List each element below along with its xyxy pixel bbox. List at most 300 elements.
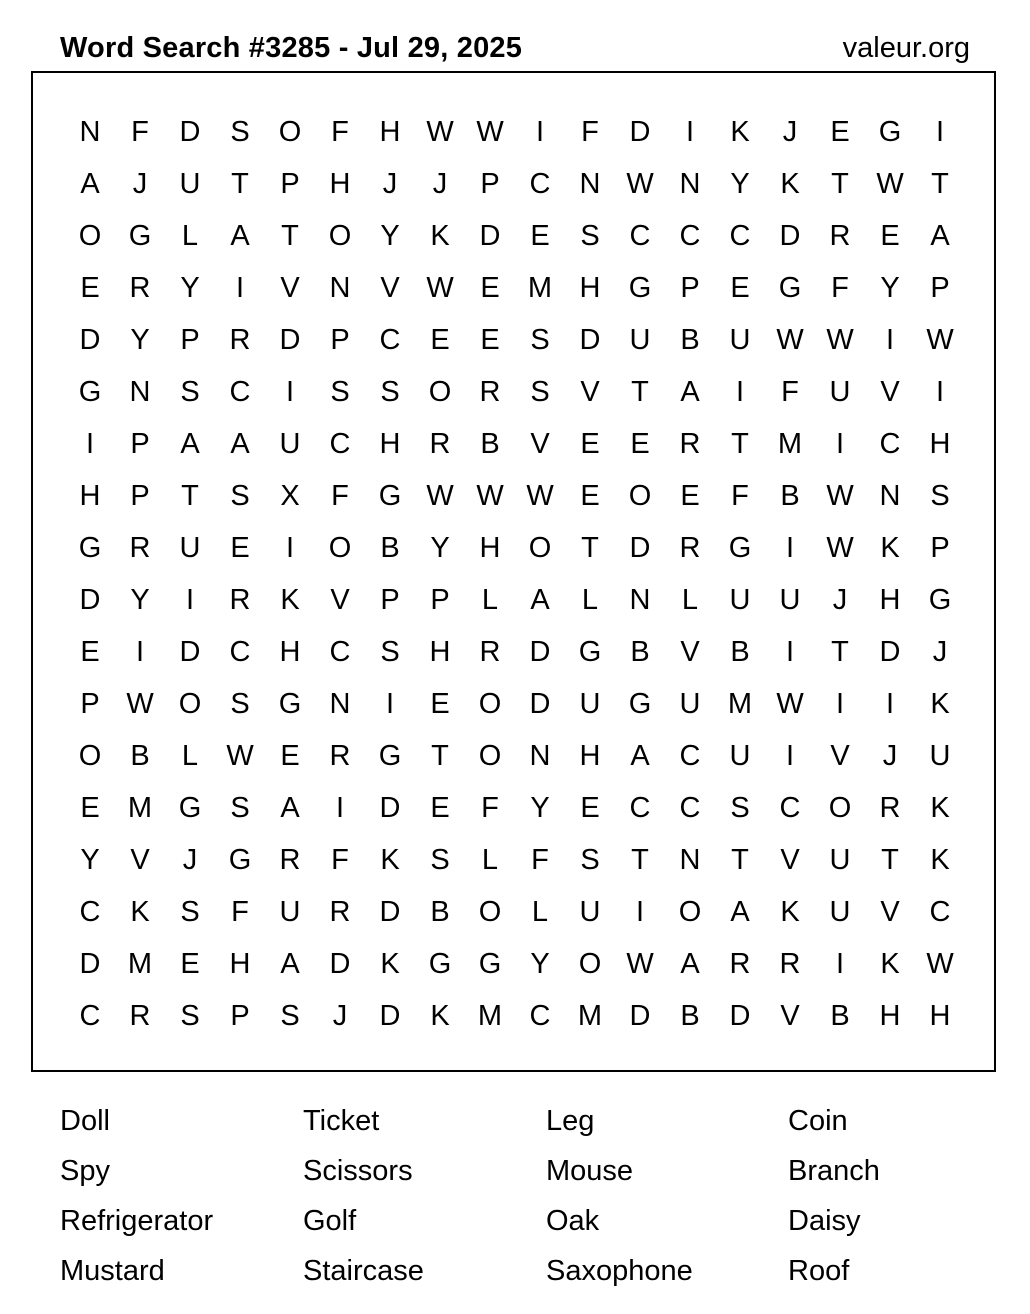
word-list-item: Leg	[546, 1105, 595, 1137]
grid-letter: E	[480, 324, 500, 356]
grid-letter: S	[180, 896, 200, 928]
grid-letter: B	[380, 532, 400, 564]
grid-letter: A	[280, 792, 300, 824]
grid-letter: J	[182, 844, 198, 876]
grid-letter: P	[930, 272, 950, 304]
grid-letter: O	[828, 792, 852, 824]
grid-letter: O	[428, 376, 452, 408]
grid-letter: V	[380, 272, 400, 304]
grid-letter: H	[879, 584, 901, 616]
grid-letter: E	[80, 792, 100, 824]
grid-letter: U	[629, 324, 651, 356]
grid-letter: H	[929, 1000, 951, 1032]
grid-letter: Y	[130, 584, 150, 616]
grid-letter: E	[230, 532, 250, 564]
grid-letter: C	[229, 376, 251, 408]
grid-letter: C	[629, 792, 651, 824]
grid-letter: N	[879, 480, 901, 512]
word-list-item: Branch	[788, 1155, 880, 1187]
grid-letter: O	[78, 220, 102, 252]
grid-letter: O	[78, 740, 102, 772]
grid-letter: W	[826, 480, 854, 512]
grid-letter: K	[430, 1000, 450, 1032]
grid-letter: S	[330, 376, 350, 408]
grid-letter: J	[332, 1000, 348, 1032]
word-list-item: Doll	[60, 1105, 110, 1137]
grid-letter: O	[478, 896, 502, 928]
grid-letter: J	[382, 168, 398, 200]
grid-letter: H	[329, 168, 351, 200]
grid-letter: R	[329, 740, 351, 772]
grid-letter: J	[132, 168, 148, 200]
grid-letter: U	[279, 896, 301, 928]
grid-letter: W	[776, 688, 804, 720]
grid-letter: G	[628, 272, 652, 304]
word-list-item: Spy	[60, 1155, 110, 1187]
grid-letter: H	[379, 116, 401, 148]
word-list-item: Ticket	[303, 1105, 380, 1137]
grid-letter: H	[479, 532, 501, 564]
grid-letter: S	[730, 792, 750, 824]
grid-letter: B	[130, 740, 150, 772]
grid-letter: I	[185, 584, 195, 616]
grid-letter: L	[531, 896, 549, 928]
grid-letter: V	[130, 844, 150, 876]
word-list-item: Roof	[788, 1255, 850, 1287]
grid-letter: W	[926, 948, 954, 980]
grid-letter: C	[329, 428, 351, 460]
grid-letter: F	[831, 272, 849, 304]
grid-letter: W	[226, 740, 254, 772]
word-list-item: Daisy	[788, 1205, 861, 1237]
grid-letter: O	[528, 532, 552, 564]
grid-letter: D	[729, 1000, 751, 1032]
grid-letter: C	[729, 220, 751, 252]
grid-letter: O	[178, 688, 202, 720]
grid-letter: K	[930, 844, 950, 876]
grid-letter: K	[780, 896, 800, 928]
grid-letter: T	[231, 168, 249, 200]
grid-letter: N	[579, 168, 601, 200]
grid-letter: E	[430, 688, 450, 720]
grid-letter: C	[379, 324, 401, 356]
grid-letter: O	[278, 116, 302, 148]
grid-letter: T	[731, 428, 749, 460]
grid-letter: R	[129, 272, 151, 304]
grid-letter: A	[180, 428, 200, 460]
grid-letter: T	[931, 168, 949, 200]
grid-letter: V	[880, 376, 900, 408]
grid-letter: P	[380, 584, 400, 616]
grid-letter: S	[230, 792, 250, 824]
grid-letter: M	[777, 428, 803, 460]
grid-letter: T	[181, 480, 199, 512]
grid-letter: W	[476, 480, 504, 512]
grid-letter: U	[179, 532, 201, 564]
grid-letter: T	[731, 844, 749, 876]
grid-letter: R	[829, 220, 851, 252]
grid-letter: R	[329, 896, 351, 928]
grid-letter: K	[280, 584, 300, 616]
grid-letter: B	[680, 324, 700, 356]
grid-letter: A	[730, 896, 750, 928]
grid-letter: I	[735, 376, 745, 408]
grid-letter: E	[80, 636, 100, 668]
grid-letter: D	[79, 584, 101, 616]
grid-letter: H	[79, 480, 101, 512]
grid-letter: B	[830, 1000, 850, 1032]
grid-letter: T	[831, 168, 849, 200]
grid-letter: C	[879, 428, 901, 460]
grid-letter: G	[78, 532, 102, 564]
grid-letter: Y	[180, 272, 200, 304]
grid-letter: I	[135, 636, 145, 668]
grid-letter: U	[729, 740, 751, 772]
grid-letter: P	[80, 688, 100, 720]
grid-letter: O	[328, 220, 352, 252]
grid-letter: U	[179, 168, 201, 200]
grid-letter: F	[331, 480, 349, 512]
word-list-item: Mouse	[546, 1155, 634, 1187]
grid-letter: D	[629, 1000, 651, 1032]
grid-letter: E	[180, 948, 200, 980]
grid-letter: V	[880, 896, 900, 928]
grid-letter: X	[280, 480, 300, 512]
grid-letter: R	[879, 792, 901, 824]
grid-letter: F	[781, 376, 799, 408]
grid-letter: C	[629, 220, 651, 252]
grid-letter: D	[379, 896, 401, 928]
grid-letter: E	[480, 272, 500, 304]
word-list-item: Golf	[303, 1205, 357, 1237]
word-list-item: Coin	[788, 1105, 848, 1137]
grid-letter: U	[279, 428, 301, 460]
grid-letter: R	[229, 324, 251, 356]
grid-letter: K	[130, 896, 150, 928]
site-name: valeur.org	[842, 31, 970, 64]
grid-letter: U	[829, 844, 851, 876]
grid-letter: A	[230, 220, 250, 252]
grid-letter: G	[878, 116, 902, 148]
grid-letter: N	[679, 168, 701, 200]
grid-letter: N	[629, 584, 651, 616]
grid-letter: C	[529, 168, 551, 200]
grid-letter: W	[126, 688, 154, 720]
grid-letter: D	[529, 636, 551, 668]
grid-letter: S	[230, 688, 250, 720]
grid-letter: S	[230, 480, 250, 512]
grid-letter: I	[385, 688, 395, 720]
grid-letter: D	[529, 688, 551, 720]
grid-letter: G	[928, 584, 952, 616]
grid-letter: U	[779, 584, 801, 616]
grid-letter: K	[730, 116, 750, 148]
grid-letter: D	[629, 116, 651, 148]
word-list	[60, 1096, 1020, 1306]
grid-letter: I	[835, 948, 845, 980]
word-list-item: Mustard	[60, 1255, 165, 1287]
grid-letter: A	[230, 428, 250, 460]
grid-letter: U	[929, 740, 951, 772]
grid-letter: G	[578, 636, 602, 668]
grid-letter: D	[779, 220, 801, 252]
puzzle-title: Word Search #3285 - Jul 29, 2025	[60, 31, 523, 64]
grid-letter: D	[879, 636, 901, 668]
grid-letter: C	[329, 636, 351, 668]
grid-letter: S	[180, 376, 200, 408]
grid-letter: K	[380, 948, 400, 980]
grid-letter: C	[679, 740, 701, 772]
grid-letter: B	[430, 896, 450, 928]
grid-letter: I	[835, 688, 845, 720]
grid-letter: W	[476, 116, 504, 148]
grid-letter: E	[730, 272, 750, 304]
grid-letter: F	[581, 116, 599, 148]
grid-letter: G	[428, 948, 452, 980]
grid-letter: C	[79, 1000, 101, 1032]
grid-letter: I	[885, 688, 895, 720]
grid-letter: R	[479, 376, 501, 408]
grid-letter: E	[580, 792, 600, 824]
grid-letter: H	[579, 272, 601, 304]
grid-letter: R	[779, 948, 801, 980]
grid-letter: E	[280, 740, 300, 772]
grid-letter: J	[782, 116, 798, 148]
grid-letter: C	[779, 792, 801, 824]
grid-letter: E	[630, 428, 650, 460]
grid-letter: K	[930, 688, 950, 720]
grid-letter: W	[426, 116, 454, 148]
grid-letter: G	[778, 272, 802, 304]
grid-letter: R	[129, 1000, 151, 1032]
grid-letter: U	[579, 688, 601, 720]
grid-letter: J	[832, 584, 848, 616]
grid-letter: V	[580, 376, 600, 408]
grid-letter: S	[380, 636, 400, 668]
grid-letter: O	[628, 480, 652, 512]
grid-letter: R	[429, 428, 451, 460]
grid-letter: S	[530, 376, 550, 408]
word-list-item: Scissors	[303, 1155, 413, 1187]
grid-letter: Y	[530, 792, 550, 824]
grid-letter: W	[626, 168, 654, 200]
grid-letter: V	[780, 844, 800, 876]
grid-letter: S	[580, 844, 600, 876]
grid-letter: S	[380, 376, 400, 408]
grid-letter: R	[679, 532, 701, 564]
grid-letter: D	[329, 948, 351, 980]
grid-letter: I	[885, 324, 895, 356]
grid-letter: T	[631, 376, 649, 408]
grid-letter: I	[785, 740, 795, 772]
grid-letter: S	[530, 324, 550, 356]
grid-letter: E	[430, 324, 450, 356]
grid-letter: I	[835, 428, 845, 460]
grid-letter: D	[79, 324, 101, 356]
grid-letter: M	[527, 272, 553, 304]
grid-letter: H	[879, 1000, 901, 1032]
grid-letter: F	[331, 116, 349, 148]
grid-letter: P	[130, 428, 150, 460]
grid-letter: I	[285, 376, 295, 408]
grid-letter: G	[478, 948, 502, 980]
word-list-item: Saxophone	[546, 1255, 693, 1287]
grid-letter: G	[628, 688, 652, 720]
grid-letter: A	[680, 948, 700, 980]
grid-letter: G	[378, 740, 402, 772]
grid-letter: V	[280, 272, 300, 304]
grid-letter: Y	[530, 948, 550, 980]
grid-letter: P	[430, 584, 450, 616]
grid-letter: U	[579, 896, 601, 928]
grid-letter: T	[581, 532, 599, 564]
grid-letter: D	[379, 1000, 401, 1032]
grid-letter: F	[331, 844, 349, 876]
grid-letter: P	[680, 272, 700, 304]
grid-letter: V	[330, 584, 350, 616]
grid-letter: M	[577, 1000, 603, 1032]
grid-letter: O	[478, 740, 502, 772]
grid-letter: V	[530, 428, 550, 460]
grid-letter: T	[831, 636, 849, 668]
grid-letter: F	[531, 844, 549, 876]
grid-letter: B	[680, 1000, 700, 1032]
grid-letter: K	[880, 948, 900, 980]
grid-letter: S	[430, 844, 450, 876]
grid-letter: B	[480, 428, 500, 460]
grid-letter: D	[179, 636, 201, 668]
grid-letter: H	[579, 740, 601, 772]
grid-letter: R	[129, 532, 151, 564]
grid-letter: D	[379, 792, 401, 824]
grid-letter: H	[929, 428, 951, 460]
grid-letter: H	[379, 428, 401, 460]
grid-letter: P	[130, 480, 150, 512]
grid-letter: D	[79, 948, 101, 980]
grid-letter: D	[629, 532, 651, 564]
grid-letter: G	[278, 688, 302, 720]
grid-letter: T	[431, 740, 449, 772]
grid-letter: P	[230, 1000, 250, 1032]
grid-letter: D	[479, 220, 501, 252]
grid-letter: U	[829, 376, 851, 408]
grid-letter: N	[129, 376, 151, 408]
grid-letter: P	[480, 168, 500, 200]
grid-letter: A	[280, 948, 300, 980]
grid-letter: N	[529, 740, 551, 772]
grid-letter: T	[281, 220, 299, 252]
grid-letter: P	[180, 324, 200, 356]
grid-letter: I	[935, 116, 945, 148]
grid-letter: E	[580, 428, 600, 460]
grid-letter: S	[230, 116, 250, 148]
grid-letter: I	[685, 116, 695, 148]
grid-letter: A	[630, 740, 650, 772]
grid-letter: R	[279, 844, 301, 876]
grid-letter: J	[882, 740, 898, 772]
grid-letter: I	[635, 896, 645, 928]
grid-letter: R	[729, 948, 751, 980]
grid-letter: Y	[880, 272, 900, 304]
grid-letter: G	[378, 480, 402, 512]
grid-letter: T	[881, 844, 899, 876]
grid-letter: O	[678, 896, 702, 928]
grid-letter: L	[181, 740, 199, 772]
grid-letter: V	[780, 1000, 800, 1032]
grid-letter: M	[127, 792, 153, 824]
grid-letter: D	[279, 324, 301, 356]
grid-letter: U	[729, 584, 751, 616]
grid-letter: A	[930, 220, 950, 252]
grid-letter: K	[430, 220, 450, 252]
grid-letter: S	[580, 220, 600, 252]
grid-letter: W	[926, 324, 954, 356]
grid-letter: R	[229, 584, 251, 616]
grid-letter: Y	[430, 532, 450, 564]
grid-letter: S	[930, 480, 950, 512]
grid-letter: B	[780, 480, 800, 512]
grid-letter: L	[581, 584, 599, 616]
grid-letter: D	[579, 324, 601, 356]
grid-letter: H	[429, 636, 451, 668]
grid-letter: C	[229, 636, 251, 668]
grid-letter: G	[78, 376, 102, 408]
grid-letter: K	[930, 792, 950, 824]
grid-letter: S	[180, 1000, 200, 1032]
grid-letter: Y	[80, 844, 100, 876]
letter-grid-frame	[31, 71, 996, 1072]
grid-letter: Y	[130, 324, 150, 356]
grid-letter: B	[730, 636, 750, 668]
grid-letter: N	[79, 116, 101, 148]
grid-letter: W	[526, 480, 554, 512]
grid-letter: W	[876, 168, 904, 200]
grid-letter: F	[231, 896, 249, 928]
grid-letter: W	[826, 532, 854, 564]
grid-letter: I	[535, 116, 545, 148]
grid-letter: Y	[380, 220, 400, 252]
grid-letter: E	[80, 272, 100, 304]
grid-letter: M	[727, 688, 753, 720]
grid-letter: V	[830, 740, 850, 772]
word-list-item: Oak	[546, 1205, 600, 1237]
grid-letter: I	[335, 792, 345, 824]
grid-letter: E	[680, 480, 700, 512]
grid-letter: C	[929, 896, 951, 928]
grid-letter: E	[530, 220, 550, 252]
grid-letter: L	[481, 844, 499, 876]
grid-letter: O	[478, 688, 502, 720]
grid-letter: G	[128, 220, 152, 252]
grid-letter: A	[680, 376, 700, 408]
grid-letter: U	[829, 896, 851, 928]
grid-letter: H	[279, 636, 301, 668]
page-header	[60, 26, 970, 70]
grid-letter: G	[728, 532, 752, 564]
grid-letter: J	[932, 636, 948, 668]
grid-letter: A	[80, 168, 100, 200]
grid-letter: Y	[730, 168, 750, 200]
word-list-item: Staircase	[303, 1255, 424, 1287]
grid-letter: C	[679, 792, 701, 824]
grid-letter: R	[679, 428, 701, 460]
grid-letter: M	[127, 948, 153, 980]
grid-letter: K	[380, 844, 400, 876]
grid-letter: G	[228, 844, 252, 876]
grid-letter: H	[229, 948, 251, 980]
grid-letter: I	[235, 272, 245, 304]
letter-grid	[33, 73, 994, 1070]
